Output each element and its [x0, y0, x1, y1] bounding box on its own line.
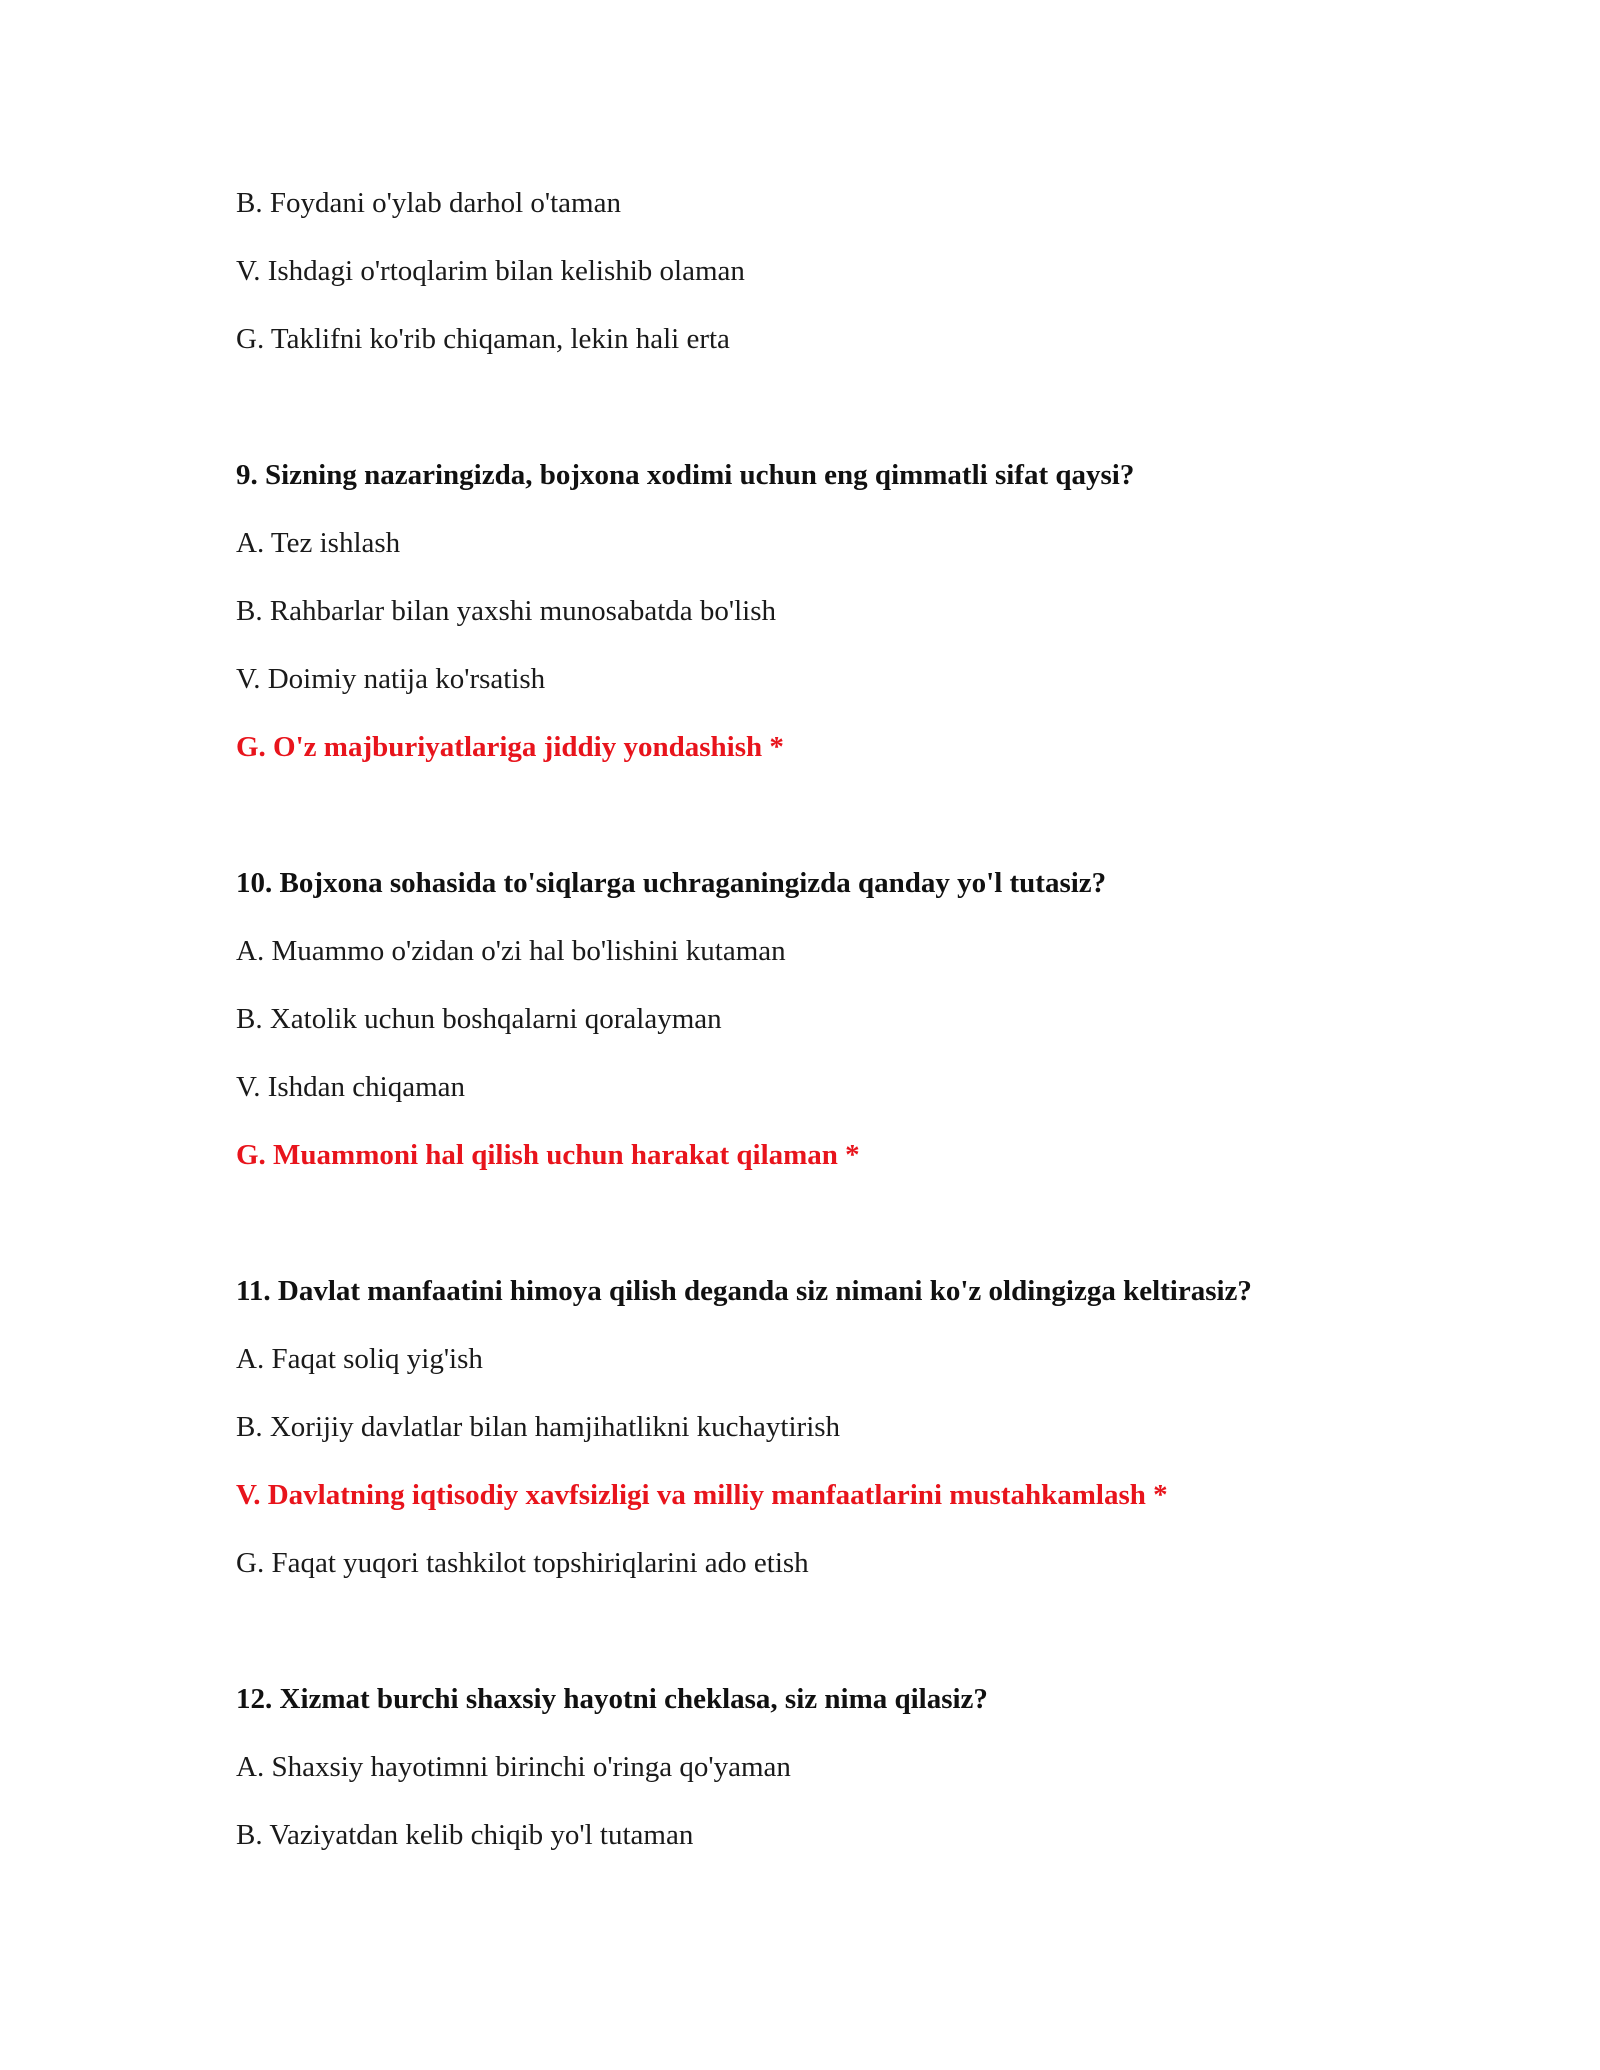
option-a: A. Faqat soliq yig'ish — [236, 1343, 483, 1375]
question-block-11 — [236, 1274, 1436, 1580]
option-g: G. Faqat yuqori tashkilot topshiriqlarini ado etish — [236, 1547, 809, 1579]
block-spacer — [236, 798, 1436, 866]
option-a: A. Shaxsiy hayotimni birinchi o'ringa qo'yaman — [236, 1751, 791, 1783]
option-v: V. Ishdan chiqaman — [236, 1071, 465, 1103]
question-text: 10. Bojxona sohasida to'siqlarga uchraganingizda qanday yo'l tutasiz? — [236, 867, 1107, 899]
block-spacer — [236, 1614, 1436, 1682]
question-block-9 — [236, 458, 1436, 764]
block-spacer — [236, 1206, 1436, 1274]
question-block-12 — [236, 1682, 1436, 1852]
option-b: B. Vaziyatdan kelib chiqib yo'l tutaman — [236, 1819, 694, 1851]
option-g: G. Taklifni ko'rib chiqaman, lekin hali erta — [236, 323, 730, 355]
option-v: V. Doimiy natija ko'rsatish — [236, 663, 546, 695]
option-a: A. Tez ishlash — [236, 527, 401, 559]
question-text: 11. Davlat manfaatini himoya qilish deganda siz nimani ko'z oldingizga keltirasiz? — [236, 1275, 1252, 1307]
option-b: B. Xorijiy davlatlar bilan hamjihatlikni kuchaytirish — [236, 1411, 841, 1443]
option-g-correct-answer: G. Muammoni hal qilish uchun harakat qilaman * — [236, 1139, 860, 1171]
option-a: A. Muammo o'zidan o'zi hal bo'lishini kutaman — [236, 935, 786, 967]
question-block-8-continued — [236, 186, 1436, 356]
document-page — [236, 186, 1436, 1886]
question-text: 9. Sizning nazaringizda, bojxona xodimi uchun eng qimmatli sifat qaysi? — [236, 459, 1135, 491]
option-v: V. Ishdagi o'rtoqlarim bilan kelishib olaman — [236, 255, 745, 287]
block-spacer — [236, 390, 1436, 458]
option-b: B. Xatolik uchun boshqalarni qoralayman — [236, 1003, 722, 1035]
option-b: B. Foydani o'ylab darhol o'taman — [236, 187, 621, 219]
option-b: B. Rahbarlar bilan yaxshi munosabatda bo'lish — [236, 595, 777, 627]
question-text: 12. Xizmat burchi shaxsiy hayotni cheklasa, siz nima qilasiz? — [236, 1683, 988, 1715]
question-block-10 — [236, 866, 1436, 1172]
option-v-correct-answer: V. Davlatning iqtisodiy xavfsizligi va milliy manfaatlarini mustahkamlash * — [236, 1479, 1168, 1511]
option-g-correct-answer: G. O'z majburiyatlariga jiddiy yondashish * — [236, 731, 784, 763]
